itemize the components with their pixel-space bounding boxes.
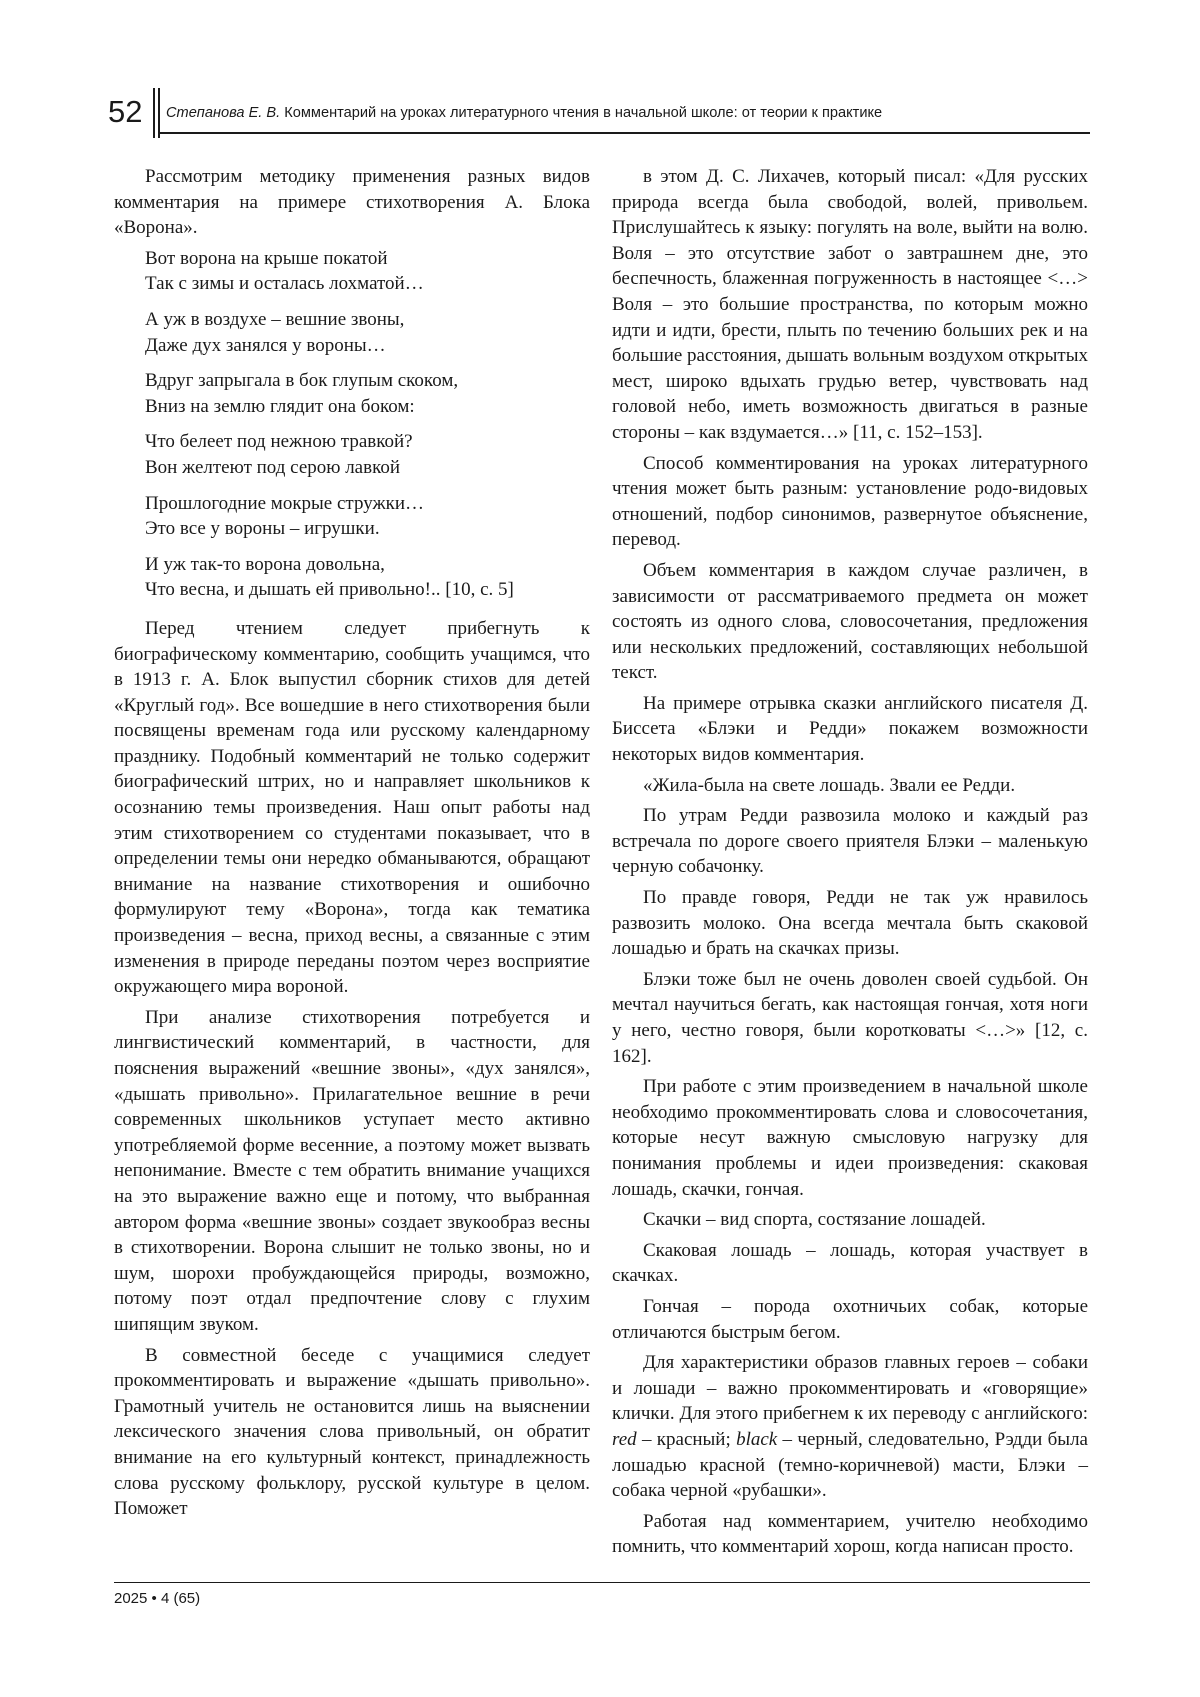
paragraph: в этом Д. С. Лихачев, который писал: «Для русских природа всегда была свободой, волей, привольем. Прислушайтесь к языку: погулять на воле, выйти на волю. Воля – это отсутствие забот о завтрашнем дне, это беспечность, блаженная погруженность в настоящее <…> Воля – это большие пространства, по которым можно идти и идти, брести, плыть по течению больших рек и на большие расстояния, дышать вольным воздухом открытых мест, широко вдыхать грудью ветер, чувствовать над головой небо, иметь возможность двигаться в разные стороны – как вздумается…» [11, с. 152–153]. (612, 166, 1088, 443)
footer-rule (114, 1582, 1090, 1583)
paragraph: Скаковая лошадь – лошадь, которая участвует в скачках. (612, 1239, 1088, 1287)
left-column (114, 164, 590, 1527)
verse-line: Даже дух занялся у вороны… (145, 334, 386, 356)
poem (114, 246, 590, 603)
issue-label: 2025 • 4 (65) (114, 1590, 201, 1607)
paragraph: Объем комментария в каждом случае различен, в зависимости от рассматриваемого предмета он может состоять из одного слова, словосочетания, предложения или нескольких предложений, составляющих небольшой текст. (612, 559, 1088, 684)
text-run: – черный, следовательно, Рэдди была лошадью красной (темно-коричневой) масти, Блэки – собака черной «рубашки». (612, 1428, 1088, 1502)
poem-stanza-2 (145, 307, 590, 358)
header-rule-horizontal (160, 132, 1090, 134)
paragraph: При анализе стихотворения потребуется и лингвистический комментарий, в частности, для пояснения выражений «вешние звоны», «дух занялся», «дышать привольно». Прилагательное вешние в речи современных школьников уступает место активно употребляемой форме весенние, а поэтому может вызвать непонимание. Вместе с тем обратить внимание учащихся на это выражение важно еще и потому, что выбранная автором форма «вешние звоны» создает звукообраз весны в стихотворении. Ворона слышит не только звоны, но и шум, шорохи пробуждающейся природы, возможно, потому поэт отдал предпочтение слову с глухим шипящим звуком. (114, 1006, 590, 1335)
poem-stanza-5 (145, 491, 590, 542)
header-rule-vertical-2 (158, 88, 160, 138)
text-run: – красный; (636, 1428, 737, 1450)
verse-line: Что весна, и дышать ей привольно!.. [10, с. 5] (145, 579, 514, 601)
poem-stanza-3 (145, 368, 590, 419)
poem-stanza-4 (145, 429, 590, 480)
verse-line: Прошлогодние мокрые стружки… (145, 492, 424, 514)
page-header (0, 0, 1200, 140)
verse-line: Что белеет под нежною травкой? (145, 431, 413, 453)
paragraph: По утрам Редди развозила молоко и каждый раз встречала по дороге своего приятеля Блэки – маленькую черную собачонку. (612, 805, 1088, 878)
paragraph: На примере отрывка сказки английского писателя Д. Биссета «Блэки и Редди» покажем возможности некоторых видов комментария. (612, 692, 1088, 766)
running-head (166, 104, 1096, 122)
verse-line: Это все у вороны – игрушки. (145, 518, 380, 540)
paragraph (612, 1350, 1088, 1504)
verse-line: Вдруг запрыгала в бок глупым скоком, (145, 370, 459, 392)
paragraph: Способ комментирования на уроках литературного чтения может быть разным: установление родо-видовых отношений, подбор синонимов, развернутое объяснение, перевод. (612, 452, 1088, 551)
poem-stanza-1 (145, 246, 590, 297)
page-number: 52 (108, 94, 143, 129)
verse-line: Так с зимы и осталась лохматой… (145, 273, 424, 295)
paragraph: Блэки тоже был не очень доволен своей судьбой. Он мечтал научиться бегать, как настоящая гончая, хотя ноги у него, честно говоря, были коротковаты <…>» [12, с. 162]. (612, 968, 1088, 1067)
verse-line: Вниз на землю глядит она боком: (145, 395, 415, 417)
verse-line: Вон желтеют под серою лавкой (145, 456, 401, 478)
paragraph: Гончая – порода охотничьих собак, которые отличаются быстрым бегом. (612, 1295, 1088, 1343)
paragraph: Работая над комментарием, учителю необходимо помнить, что комментарий хорош, когда написан просто. (612, 1510, 1088, 1558)
paragraph: По правде говоря, Редди не так уж нравилось развозить молоко. Она всегда мечтала быть скаковой лошадью и брать на скачках призы. (612, 887, 1088, 960)
paragraph: Скачки – вид спорта, состязание лошадей. (643, 1209, 986, 1231)
verse-line: А уж в воздухе – вешние звоны, (145, 308, 405, 330)
paragraph: Перед чтением следует прибегнуть к биографическому комментарию, сообщить учащимся, что в 1913 г. А. Блок выпустил сборник стихов для детей «Круглый год». Все вошедшие в него стихотворения были посвящены временам года или русскому календарному празднику. Подобный комментарий не только содержит биографический штрих, но и направляет школьников к осознанию темы произведения. Наш опыт работы над этим стихотворением со студентами показывает, что в определении темы они нередко обманываются, обращают внимание на название стихотворения и ошибочно формулируют тему «Ворона», тогда как тематика произведения – весна, приход весны, а связанные с этим изменения в природе переданы поэтом через восприятие окружающего мира вороной. (114, 617, 590, 998)
running-head-author: Степанова Е. В. (166, 105, 281, 121)
verse-line: Вот ворона на крыше покатой (145, 247, 388, 269)
text-run: Для характеристики образов главных героев – собаки и лошади – важно прокомментировать и «говорящие» клички. Для этого прибегнем к их переводу с английского: (612, 1352, 1088, 1425)
header-rule-vertical-1 (153, 88, 155, 138)
paragraph: «Жила-была на свете лошадь. Звали ее Редди. (643, 774, 1016, 796)
italic-term-red: red (612, 1428, 637, 1450)
paragraph: Рассмотрим методику применения разных видов комментария на примере стихотворения А. Блока «Ворона». (114, 166, 590, 239)
paragraph: При работе с этим произведением в начальной школе необходимо прокомментировать слова и словосочетания, которые несут важную смысловую нагрузку для понимания проблемы и идеи произведения: скаковая лошадь, скачки, гончая. (612, 1076, 1088, 1200)
poem-stanza-6 (145, 552, 590, 603)
italic-term-black: black (736, 1428, 778, 1450)
right-column (612, 164, 1088, 1565)
paragraph: В совместной беседе с учащимися следует прокомментировать и выражение «дышать привольно». Грамотный учитель не остановится лишь на выяснении лексического значения слова привольный, он обратит внимание на его культурный контекст, принадлежность слова русскому фольклору, русской культуре в целом. Поможет (114, 1344, 590, 1520)
verse-line: И уж так-то ворона довольна, (145, 553, 385, 575)
running-head-title: Комментарий на уроках литературного чтения в начальной школе: от теории к практике (280, 105, 883, 121)
